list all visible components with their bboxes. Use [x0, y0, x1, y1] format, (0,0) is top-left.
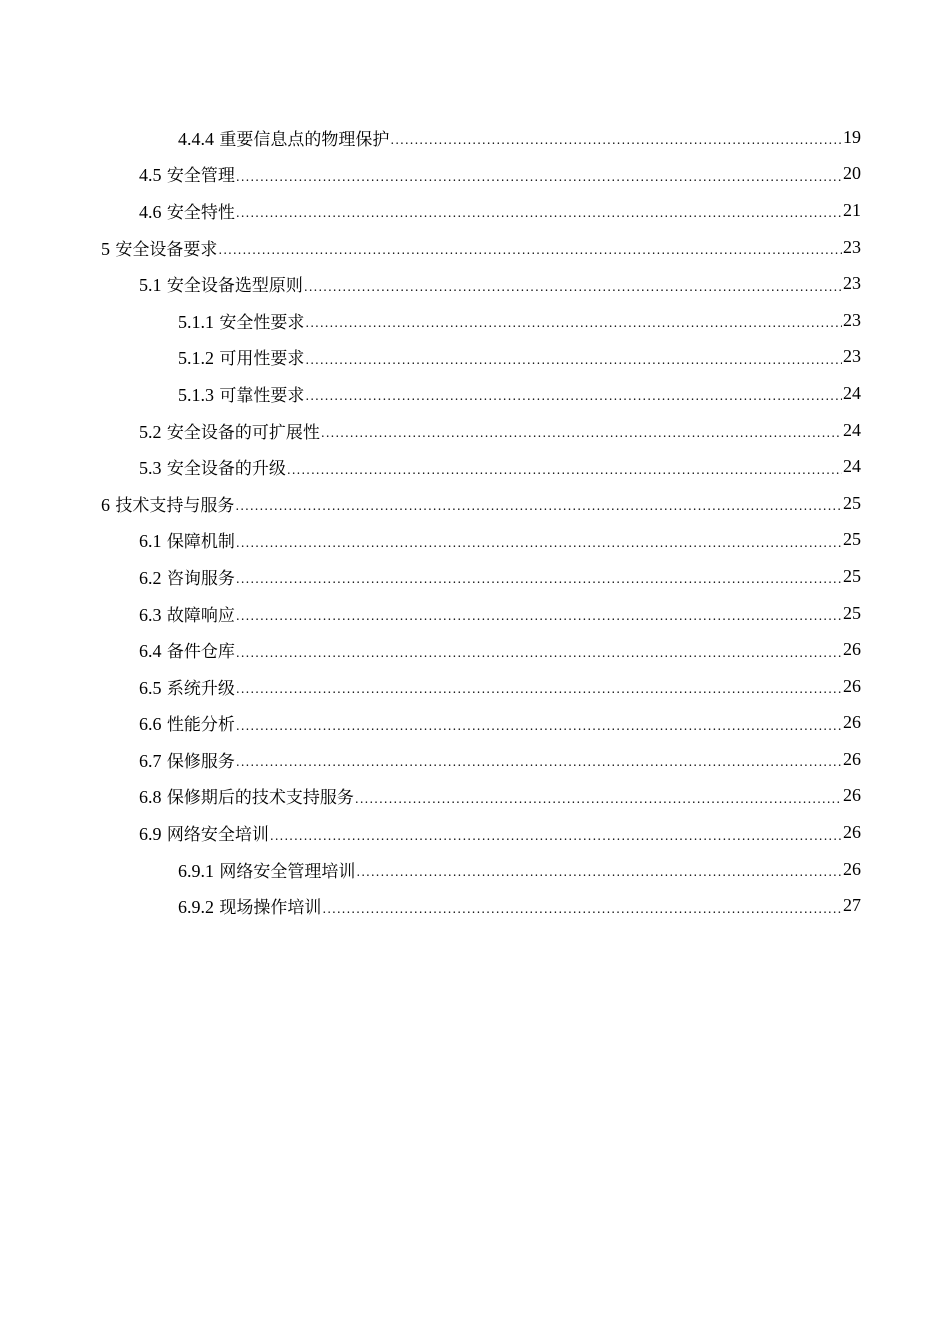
- toc-entry-label: [101, 235, 217, 260]
- toc-entry-number: 5.1: [139, 275, 162, 296]
- toc-entry[interactable]: [101, 522, 861, 559]
- toc-entry-number: 5: [101, 238, 110, 259]
- toc-entry-title: 安全设备的升级: [166, 459, 286, 480]
- toc-entry-number: 5.2: [139, 421, 162, 442]
- toc-entry[interactable]: [101, 741, 861, 778]
- toc-entry-page-number: 27: [843, 895, 861, 916]
- toc-entry-label: [139, 637, 235, 662]
- toc-entry-number: 4.4.4: [178, 128, 214, 149]
- toc-entry[interactable]: [101, 339, 861, 376]
- toc-entry-number: 5.3: [139, 458, 162, 479]
- toc-dot-leader: [236, 206, 842, 220]
- toc-entry-page-number: 25: [843, 529, 861, 550]
- toc-dot-leader: [287, 463, 842, 477]
- toc-entry-page-number: 23: [843, 309, 861, 330]
- toc-entry-page-number: 24: [843, 382, 861, 403]
- toc-dot-leader: [322, 902, 842, 916]
- toc-entry-label: [139, 710, 235, 735]
- toc-entry-title: 安全管理: [166, 166, 235, 187]
- toc-dot-leader: [305, 316, 842, 330]
- toc-entry-number: 6.9: [139, 824, 162, 845]
- toc-entry-number: 5.1.3: [178, 384, 214, 405]
- toc-entry-label: [178, 893, 321, 918]
- toc-entry-page-number: 20: [843, 163, 861, 184]
- toc-entry-page-number: 21: [843, 199, 861, 220]
- toc-entry[interactable]: [101, 705, 861, 742]
- toc-entry-number: 4.5: [139, 165, 162, 186]
- toc-entry-number: 6.7: [139, 750, 162, 771]
- toc-entry[interactable]: [101, 192, 861, 229]
- toc-dot-leader: [236, 719, 842, 733]
- toc-entry-label: [139, 527, 235, 552]
- toc-entry-label: [139, 161, 235, 186]
- toc-dot-leader: [236, 755, 842, 769]
- toc-entry[interactable]: [101, 448, 861, 485]
- toc-entry-page-number: 26: [843, 822, 861, 843]
- toc-dot-leader: [236, 682, 842, 696]
- toc-entry-number: 6.2: [139, 567, 162, 588]
- toc-entry[interactable]: [101, 778, 861, 815]
- toc-entry-label: [178, 344, 304, 369]
- toc-entry-number: 4.6: [139, 201, 162, 222]
- toc-entry-page-number: 26: [843, 712, 861, 733]
- toc-entry-page-number: 25: [843, 565, 861, 586]
- toc-entry-title: 技术支持与服务: [115, 495, 235, 516]
- toc-dot-leader: [356, 865, 842, 879]
- toc-entry-title: 安全设备选型原则: [166, 276, 303, 297]
- toc-entry-title: 安全设备要求: [115, 239, 218, 260]
- toc-entry-number: 6.1: [139, 531, 162, 552]
- toc-dot-leader: [235, 499, 842, 513]
- toc-entry[interactable]: [101, 412, 861, 449]
- toc-dot-leader: [236, 536, 842, 550]
- toc-entry-title: 系统升级: [166, 678, 235, 699]
- toc-entry-title: 可靠性要求: [219, 385, 305, 406]
- toc-entry-page-number: 26: [843, 785, 861, 806]
- toc-entry[interactable]: [101, 229, 861, 266]
- toc-entry-label: [139, 674, 235, 699]
- toc-entry-label: [178, 857, 355, 882]
- toc-entry-label: [139, 418, 320, 443]
- toc-entry-title: 网络安全管理培训: [219, 861, 356, 882]
- toc-entry-label: [178, 381, 304, 406]
- toc-entry-page-number: 24: [843, 456, 861, 477]
- toc-entry-number: 6: [101, 494, 110, 515]
- toc-entry[interactable]: [101, 668, 861, 705]
- toc-entry-label: [139, 820, 269, 845]
- toc-entry[interactable]: [101, 851, 861, 888]
- toc-entry-number: 6.8: [139, 787, 162, 808]
- toc-entry-title: 安全性要求: [219, 312, 305, 333]
- toc-entry-page-number: 23: [843, 273, 861, 294]
- toc-entry-label: [178, 125, 389, 150]
- toc-entry-number: 6.5: [139, 677, 162, 698]
- toc-entry-number: 5.1.2: [178, 348, 214, 369]
- toc-entry-page-number: 26: [843, 748, 861, 769]
- toc-entry-title: 网络安全培训: [166, 825, 269, 846]
- toc-entry-number: 5.1.1: [178, 311, 214, 332]
- toc-dot-leader: [236, 646, 842, 660]
- toc-entry[interactable]: [101, 631, 861, 668]
- toc-entry-page-number: 23: [843, 236, 861, 257]
- toc-entry-number: 6.4: [139, 641, 162, 662]
- toc-entry-page-number: 25: [843, 492, 861, 513]
- table-of-contents: [101, 119, 861, 924]
- toc-entry-title: 现场操作培训: [219, 898, 322, 919]
- toc-entry[interactable]: [101, 156, 861, 193]
- toc-entry[interactable]: [101, 595, 861, 632]
- toc-entry-page-number: 26: [843, 675, 861, 696]
- toc-entry-title: 保修服务: [166, 751, 235, 772]
- toc-entry[interactable]: [101, 814, 861, 851]
- toc-entry-title: 可用性要求: [219, 349, 305, 370]
- toc-entry[interactable]: [101, 302, 861, 339]
- toc-entry-title: 保修期后的技术支持服务: [166, 788, 354, 809]
- toc-entry-number: 6.3: [139, 604, 162, 625]
- toc-dot-leader: [236, 609, 842, 623]
- toc-entry-label: [101, 491, 234, 516]
- toc-entry-title: 性能分析: [166, 715, 235, 736]
- toc-entry[interactable]: [101, 485, 861, 522]
- toc-entry-title: 咨询服务: [166, 568, 235, 589]
- toc-entry-label: [139, 198, 235, 223]
- toc-entry[interactable]: [101, 887, 861, 924]
- toc-entry-page-number: 26: [843, 639, 861, 660]
- toc-entry-label: [139, 783, 354, 808]
- toc-entry-number: 6.9.1: [178, 860, 214, 881]
- toc-entry-page-number: 23: [843, 346, 861, 367]
- toc-dot-leader: [321, 426, 842, 440]
- toc-entry[interactable]: [101, 265, 861, 302]
- toc-entry[interactable]: [101, 558, 861, 595]
- toc-dot-leader: [355, 792, 842, 806]
- toc-entry-page-number: 25: [843, 602, 861, 623]
- toc-entry[interactable]: [101, 375, 861, 412]
- toc-entry-label: [139, 454, 286, 479]
- toc-entry-number: 6.9.2: [178, 897, 214, 918]
- toc-entry-number: 6.6: [139, 714, 162, 735]
- toc-dot-leader: [390, 133, 842, 147]
- toc-entry-label: [139, 271, 303, 296]
- toc-entry-title: 保障机制: [166, 532, 235, 553]
- toc-entry-page-number: 24: [843, 419, 861, 440]
- toc-entry-label: [139, 601, 235, 626]
- toc-dot-leader: [236, 170, 842, 184]
- toc-dot-leader: [236, 572, 842, 586]
- toc-entry-label: [139, 564, 235, 589]
- toc-entry-title: 重要信息点的物理保护: [219, 129, 390, 150]
- toc-entry-label: [178, 308, 304, 333]
- toc-entry-title: 安全设备的可扩展性: [166, 422, 320, 443]
- toc-dot-leader: [270, 829, 842, 843]
- toc-entry-title: 故障响应: [166, 605, 235, 626]
- toc-entry[interactable]: [101, 119, 861, 156]
- toc-entry-page-number: 19: [843, 126, 861, 147]
- toc-dot-leader: [304, 280, 842, 294]
- toc-entry-title: 安全特性: [166, 202, 235, 223]
- toc-entry-page-number: 26: [843, 858, 861, 879]
- toc-entry-label: [139, 747, 235, 772]
- toc-entry-title: 备件仓库: [166, 642, 235, 663]
- toc-dot-leader: [305, 389, 842, 403]
- toc-dot-leader: [305, 353, 842, 367]
- toc-dot-leader: [218, 243, 842, 257]
